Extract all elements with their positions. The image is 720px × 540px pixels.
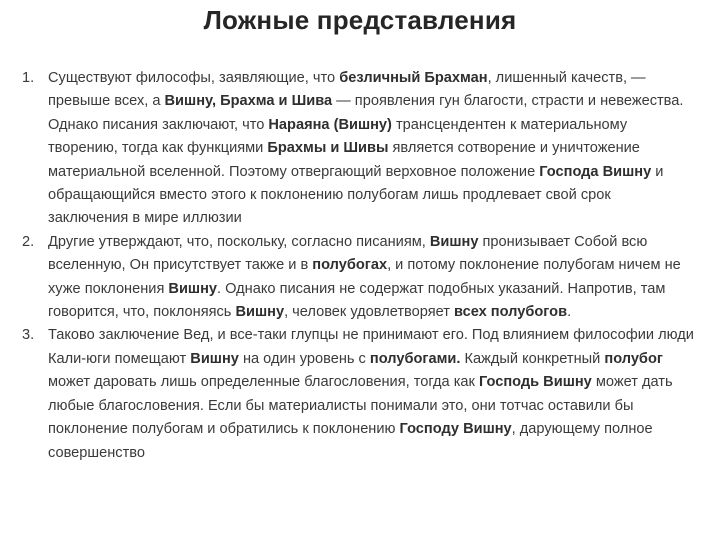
text-segment: Другие утверждают, что, поскольку, согласно писаниям, xyxy=(48,233,430,250)
emphasized-text: Господа Вишну xyxy=(539,163,652,180)
text-segment: , и потому поклонение полубогам ничем не хуже поклонения xyxy=(48,257,681,297)
text-segment: на один уровень с xyxy=(238,350,370,367)
text-segment: Таково заключение Вед, и все-таки глупцы не принимают его. Под влиянием философии люди Кали-юги помещают xyxy=(48,327,694,367)
text-segment: трансцендентен к материальному творению, тогда как функциями xyxy=(48,116,628,157)
emphasized-text: Брахмы и Шивы xyxy=(267,140,389,157)
list-item-number: 2. xyxy=(22,233,35,250)
list-item-number: 3. xyxy=(22,327,35,344)
emphasized-text: Нараяна (Вишну) xyxy=(268,116,392,133)
list-item xyxy=(22,324,694,464)
text-segment: , человек удовлетворяет xyxy=(284,304,454,321)
emphasized-text: Господу Вишну xyxy=(399,421,512,438)
slide-title: Ложные представления xyxy=(203,5,517,35)
list-item xyxy=(22,67,694,231)
text-segment: и обращающийся вместо этого к поклонению полубогам лишь продлевает свой срок заключения в мире иллюзии xyxy=(48,163,664,227)
emphasized-text: Вишну xyxy=(429,233,479,250)
emphasized-text: полубогами. xyxy=(369,350,461,367)
emphasized-text: Господь Вишну xyxy=(478,374,592,391)
list-item xyxy=(22,231,694,325)
text-segment: — проявления гун благости, страсти и невежества. Однако писания заключают, что xyxy=(48,93,684,133)
text-segment: является сотворение и уничтожение материальной вселенной. Поэтому отвергающий верховное положение xyxy=(48,140,640,180)
emphasized-text: безличный Брахман xyxy=(339,70,488,86)
emphasized-text: Вишну xyxy=(168,280,218,297)
text-segment: Каждый конкретный xyxy=(460,350,605,367)
text-segment: , дарующему полное совершенство xyxy=(48,421,653,461)
emphasized-text: Вишну xyxy=(190,350,239,367)
emphasized-text: полубог xyxy=(604,350,663,367)
emphasized-text: Вишну xyxy=(235,304,285,321)
numbered-list xyxy=(22,67,694,465)
text-segment: может дать любые благословения. Если бы материалисты понимали это, они тотчас оставили бы поклонение полубогам и обратились к поклонению xyxy=(48,374,673,438)
emphasized-text: полубогах xyxy=(312,257,388,274)
text-segment: пронизывает Собой всю вселенную, Он присутствует также и в xyxy=(48,233,648,274)
emphasized-text: Вишну, Брахма и Шива xyxy=(164,93,333,110)
text-segment: . Однако писания не содержат подобных указаний. Напротив, там говорится, что, поклоняясь xyxy=(48,280,666,321)
text-segment: , лишенный качеств, — превыше всех, а xyxy=(48,70,646,110)
text-segment: . xyxy=(567,304,572,321)
text-segment: может даровать лишь определенные благословения, тогда как xyxy=(48,374,479,391)
text-segment: Существуют философы, заявляющие, что xyxy=(48,70,340,86)
list-item-number: 1. xyxy=(22,70,35,86)
emphasized-text: всех полубогов xyxy=(453,304,568,321)
